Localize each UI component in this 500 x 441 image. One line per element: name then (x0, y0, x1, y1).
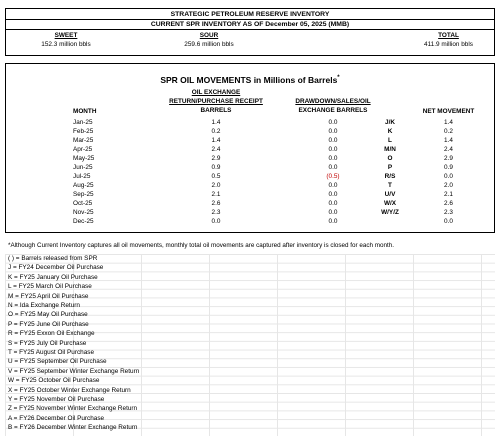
legend-item: ( ) = Barrels released from SPR (8, 255, 98, 262)
drawdown-cell: 0.0 (328, 119, 338, 126)
legend-item: W = FY25 October Oil Purchase (8, 377, 100, 385)
sour-value: 259.6 million bbls (184, 41, 234, 48)
net-cell: 2.1 (444, 191, 453, 198)
legend-item: R = FY25 Exxon Oil Exchange (8, 330, 95, 338)
code-cell: O (387, 155, 393, 162)
net-cell: 0.2 (444, 128, 453, 135)
legend-item: V = FY25 September Winter Exchange Return (8, 367, 140, 375)
net-cell: 2.0 (444, 182, 453, 189)
code-cell: W/X (383, 200, 397, 207)
legend-item: Y = FY25 November Oil Purchase (8, 396, 105, 403)
drawdown-cell: 0.0 (328, 137, 338, 144)
month-cell: May-25 (73, 155, 95, 162)
legend-area (5, 254, 495, 436)
table-row (6, 208, 496, 217)
code-cell: P (387, 164, 393, 171)
col-header-drawdown (283, 97, 383, 115)
movements-table-body (6, 118, 494, 228)
col-header-drawdown-line1: DRAWDOWN/SALES/OIL (295, 98, 371, 105)
movements-title-mark: * (337, 75, 340, 81)
exchange-cell: 2.0 (211, 182, 221, 189)
drawdown-cell: 0.0 (328, 128, 338, 135)
month-cell: Nov-25 (73, 209, 94, 216)
drawdown-cell: 0.0 (328, 155, 338, 162)
code-cell (376, 217, 404, 226)
legend-item: U = FY25 September Oil Purchase (8, 358, 107, 366)
month-cell: Apr-25 (73, 146, 93, 153)
net-cell: 2.6 (444, 200, 453, 207)
exchange-cell: 2.1 (211, 191, 221, 198)
drawdown-cell: 0.0 (328, 191, 338, 198)
drawdown-cell: (0.5) (326, 173, 340, 180)
code-cell: L (388, 137, 392, 144)
month-cell: Jun-25 (73, 164, 93, 171)
month-cell: Aug-25 (73, 182, 94, 189)
code-cell: W/Y/Z (381, 209, 399, 216)
legend-item: M = FY25 April Oil Purchase (8, 292, 89, 300)
total-header: TOTAL (438, 32, 459, 39)
sweet-value: 152.3 million bbls (41, 41, 91, 48)
col-header-exchange (156, 88, 276, 115)
sour-header: SOUR (199, 32, 219, 39)
drawdown-cell: 0.0 (328, 209, 338, 216)
month-cell: Feb-25 (73, 128, 94, 135)
drawdown-cell: 0.0 (328, 200, 338, 207)
exchange-cell: 2.3 (211, 209, 221, 216)
code-cell: R/S (384, 173, 396, 180)
table-row (6, 145, 496, 154)
drawdown-cell: 0.0 (328, 146, 338, 153)
net-cell: 1.4 (444, 119, 453, 126)
drawdown-cell: 0.0 (328, 218, 338, 225)
table-row (6, 118, 496, 127)
exchange-cell: 2.6 (211, 200, 221, 207)
exchange-cell: 2.9 (211, 155, 221, 162)
month-cell: Oct-25 (73, 200, 93, 207)
col-header-exchange-line1: OIL EXCHANGE (191, 89, 241, 96)
legend-item: S = FY25 July Oil Purchase (8, 339, 87, 347)
net-cell: 0.0 (444, 218, 453, 225)
month-cell: Mar-25 (73, 137, 94, 144)
table-row (6, 199, 496, 208)
table-row (6, 181, 496, 190)
month-cell: Jan-25 (73, 119, 93, 126)
sweet-header: SWEET (54, 32, 78, 39)
table-row (6, 217, 496, 226)
drawdown-cell: 0.0 (328, 164, 338, 171)
code-cell: T (388, 182, 392, 189)
code-cell: K (387, 128, 393, 135)
month-cell: Sep-25 (73, 191, 94, 198)
legend-item: N = Ida Exchange Return (8, 302, 80, 309)
col-header-net: NET MOVEMENT (422, 108, 475, 115)
legend-item: O = FY25 May Oil Purchase (8, 311, 88, 319)
exchange-cell: 2.4 (211, 146, 221, 153)
movements-box (5, 63, 495, 233)
col-header-month: MONTH (73, 108, 97, 115)
table-row (6, 163, 496, 172)
code-cell: U/V (384, 191, 396, 198)
month-cell: Jul-25 (73, 173, 91, 180)
table-row (6, 154, 496, 163)
exchange-cell: 0.5 (211, 173, 221, 180)
inventory-box (5, 8, 495, 56)
report-title: STRATEGIC PETROLEUM RESERVE INVENTORY (6, 10, 494, 20)
drawdown-cell: 0.0 (328, 182, 338, 189)
table-row (6, 190, 496, 199)
legend-item: P = FY25 June Oil Purchase (8, 320, 89, 328)
legend-item: Z = FY25 November Winter Exchange Return (8, 405, 138, 413)
movements-title (6, 72, 494, 84)
net-cell: 2.9 (444, 155, 453, 162)
code-cell: J/K (385, 119, 395, 126)
net-cell: 0.0 (444, 173, 453, 180)
net-cell: 2.4 (444, 146, 453, 153)
table-row (6, 172, 496, 181)
legend-item: L = FY25 March Oil Purchase (8, 283, 92, 291)
table-row (6, 136, 496, 145)
legend-item: T = FY25 August Oil Purchase (8, 349, 95, 356)
exchange-cell: 0.2 (211, 128, 221, 135)
movements-title-text: SPR OIL MOVEMENTS in Millions of Barrels (160, 74, 338, 85)
legend-item: X = FY25 October Winter Exchange Return (8, 386, 131, 394)
total-value: 411.9 million bbls (424, 41, 473, 48)
legend-item: A = FY26 December Oil Purchase (8, 414, 105, 422)
net-cell: 2.3 (444, 209, 453, 216)
legend-item: K = FY25 January Oil Purchase (8, 273, 98, 281)
footnote: *Although Current Inventory captures all oil movements, monthly total oil movements are captured after inventory is closed for each month. (8, 242, 395, 249)
code-cell: M/N (384, 146, 396, 153)
exchange-cell: 1.4 (211, 119, 221, 126)
exchange-cell: 1.4 (211, 137, 221, 144)
exchange-cell: 0.0 (211, 218, 221, 225)
col-header-exchange-line3: BARRELS (200, 107, 232, 114)
legend-item: B = FY26 December Winter Exchange Return (8, 424, 138, 432)
net-cell: 1.4 (444, 137, 453, 144)
current-inventory-label: CURRENT SPR INVENTORY AS OF December 05, 2025 (MMB) (6, 20, 494, 30)
legend-item: J = FY24 December Oil Purchase (8, 264, 104, 272)
table-row (6, 127, 496, 136)
net-cell: 0.9 (444, 164, 453, 171)
exchange-cell: 0.9 (211, 164, 221, 171)
col-header-exchange-line2: RETURN/PURCHASE RECEIPT (169, 98, 263, 105)
col-header-drawdown-line2: EXCHANGE BARRELS (298, 107, 368, 114)
month-cell: Dec-25 (73, 218, 94, 225)
